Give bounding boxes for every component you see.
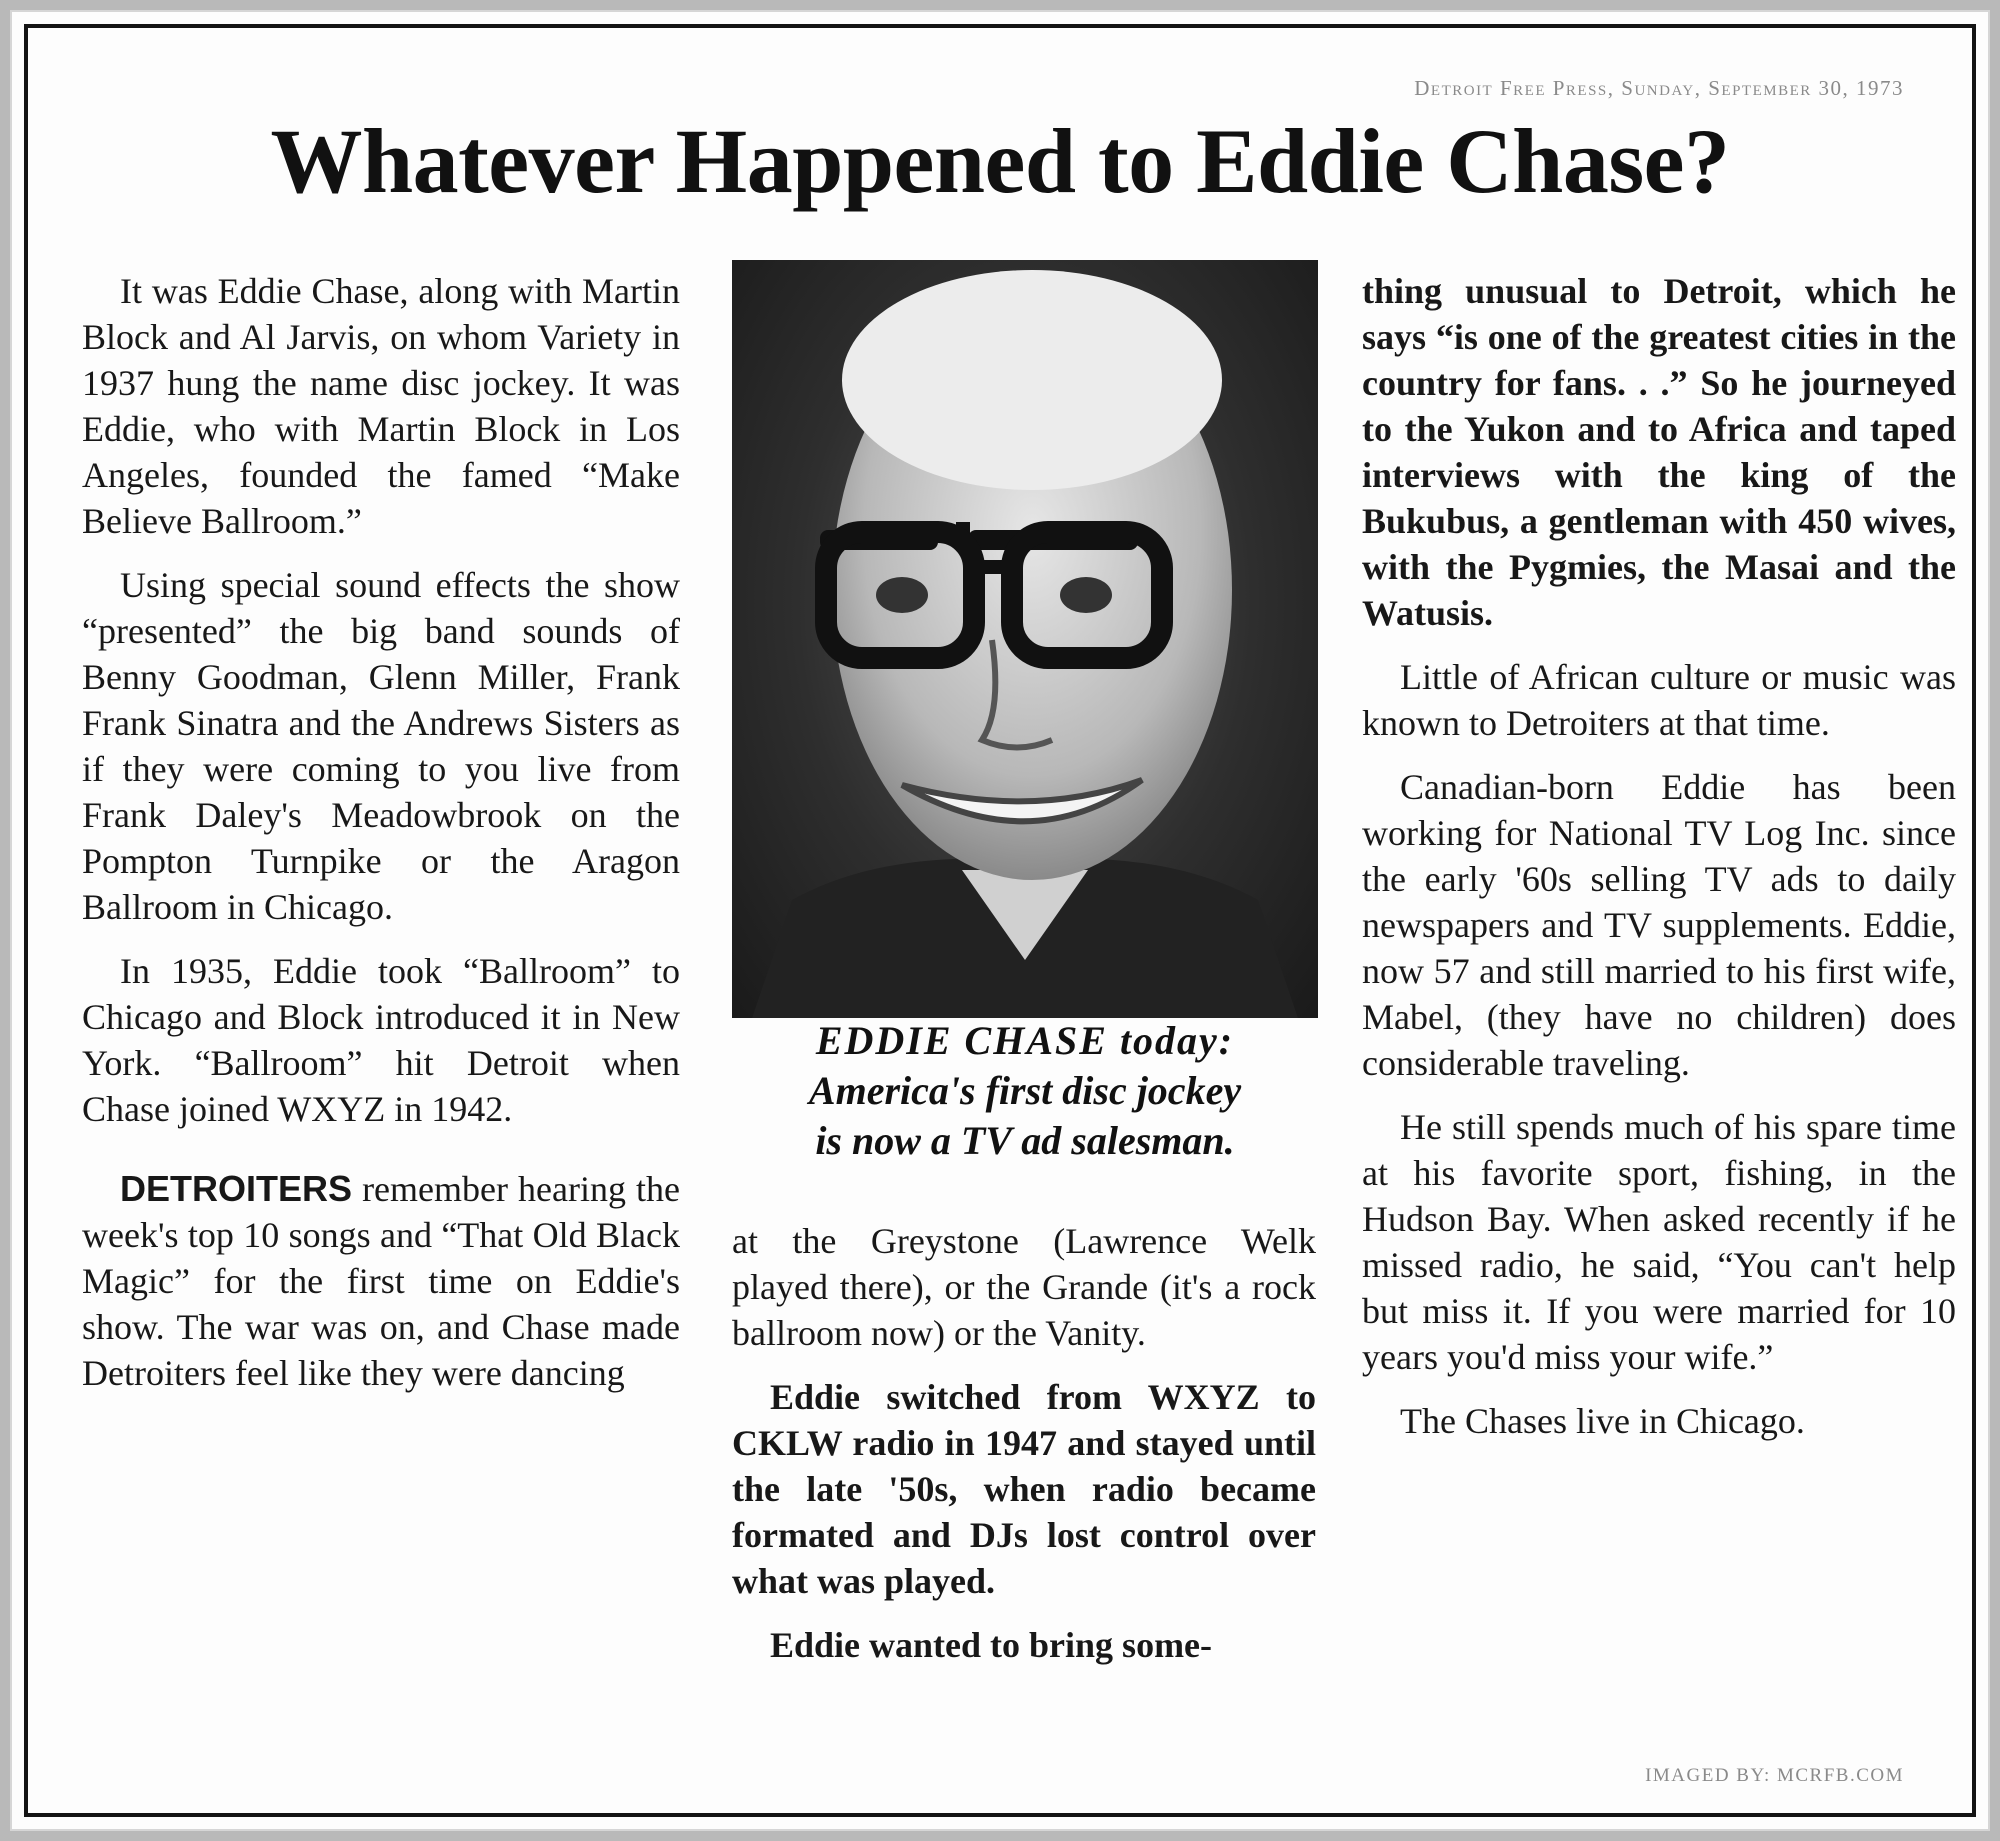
article-column-2: [732, 1218, 1316, 1686]
paragraph: Little of African culture or music was known to Detroiters at that time.: [1362, 657, 1956, 743]
paragraph: Using special sound effects the show “presented” the big band sounds of Benny Goodman, Glenn Miller, Frank Frank Sinatra and the Andrews Sisters as if they were coming to you live from Frank Daley's Meadowbrook on the Pompton Turnpike or the Aragon Ballroom in Chicago.: [82, 565, 680, 927]
masthead: Detroit Free Press, Sunday, September 30, 1973: [1414, 76, 1904, 100]
paragraph: Eddie switched from WXYZ to CKLW radio in 1947 and stayed until the late '50s, when radio became formated and DJs lost control over what was played.: [732, 1377, 1316, 1601]
portrait-photo: [732, 260, 1318, 1018]
portrait-illustration: [732, 260, 1318, 1018]
paragraph: Canadian-born Eddie has been working for National TV Log Inc. since the early '60s selling TV ads to daily newspapers and TV supplements. Eddie, now 57 and still married to his first wife, Mabel, (they have no children) does considerable traveling.: [1362, 767, 1956, 1083]
photo-caption: [732, 1016, 1318, 1166]
paragraph: It was Eddie Chase, along with Martin Block and Al Jarvis, on whom Variety in 1937 hung the name disc jockey. It was Eddie, who with Martin Block in Los Angeles, founded the famed “Make Believe Ballroom.”: [82, 271, 680, 541]
caption-name: EDDIE CHASE today:: [815, 1018, 1235, 1063]
paragraph: [82, 1166, 680, 1396]
paragraph: He still spends much of his spare time at his favorite sport, fishing, in the Hudson Bay. When asked recently if he missed radio, he said, “You can't help but miss it. If you were married for 10 years you'd miss your wife.”: [1362, 1107, 1956, 1377]
paragraph-text: remember hearing the week's top 10 songs and “That Old Black Magic” for the first time on Eddie's show. The war was on, and Chase made Detroiters feel like they were dancing: [82, 1169, 680, 1393]
caption-line: is now a TV ad salesman.: [815, 1118, 1235, 1163]
headline: Whatever Happened to Eddie Chase?: [270, 110, 1730, 212]
paragraph: at the Greystone (Lawrence Welk played there), or the Grande (it's a rock ballroom now) or the Vanity.: [732, 1221, 1316, 1353]
paragraph: Eddie wanted to bring some-: [770, 1625, 1213, 1665]
newspaper-clipping: [24, 24, 1976, 1817]
article-column-1: [82, 268, 680, 1414]
paragraph: thing unusual to Detroit, which he says “is one of the greatest cities in the country for fans. . .” So he journeyed to the Yukon and to Africa and taped interviews with the king of the Bukubus, a gentleman with 450 wives, with the Pygmies, the Masai and the Watusis.: [1362, 271, 1956, 633]
section-lead: DETROITERS: [120, 1168, 353, 1209]
image-credit: IMAGED BY: MCRFB.COM: [1645, 1765, 1904, 1786]
paragraph: In 1935, Eddie took “Ballroom” to Chicago and Block introduced it in New York. “Ballroom” hit Detroit when Chase joined WXYZ in 1942.: [82, 951, 680, 1129]
article-column-3: [1362, 268, 1956, 1462]
caption-line: America's first disc jockey: [808, 1068, 1242, 1113]
page-frame: [10, 10, 1990, 1831]
paragraph: The Chases live in Chicago.: [1400, 1401, 1805, 1441]
